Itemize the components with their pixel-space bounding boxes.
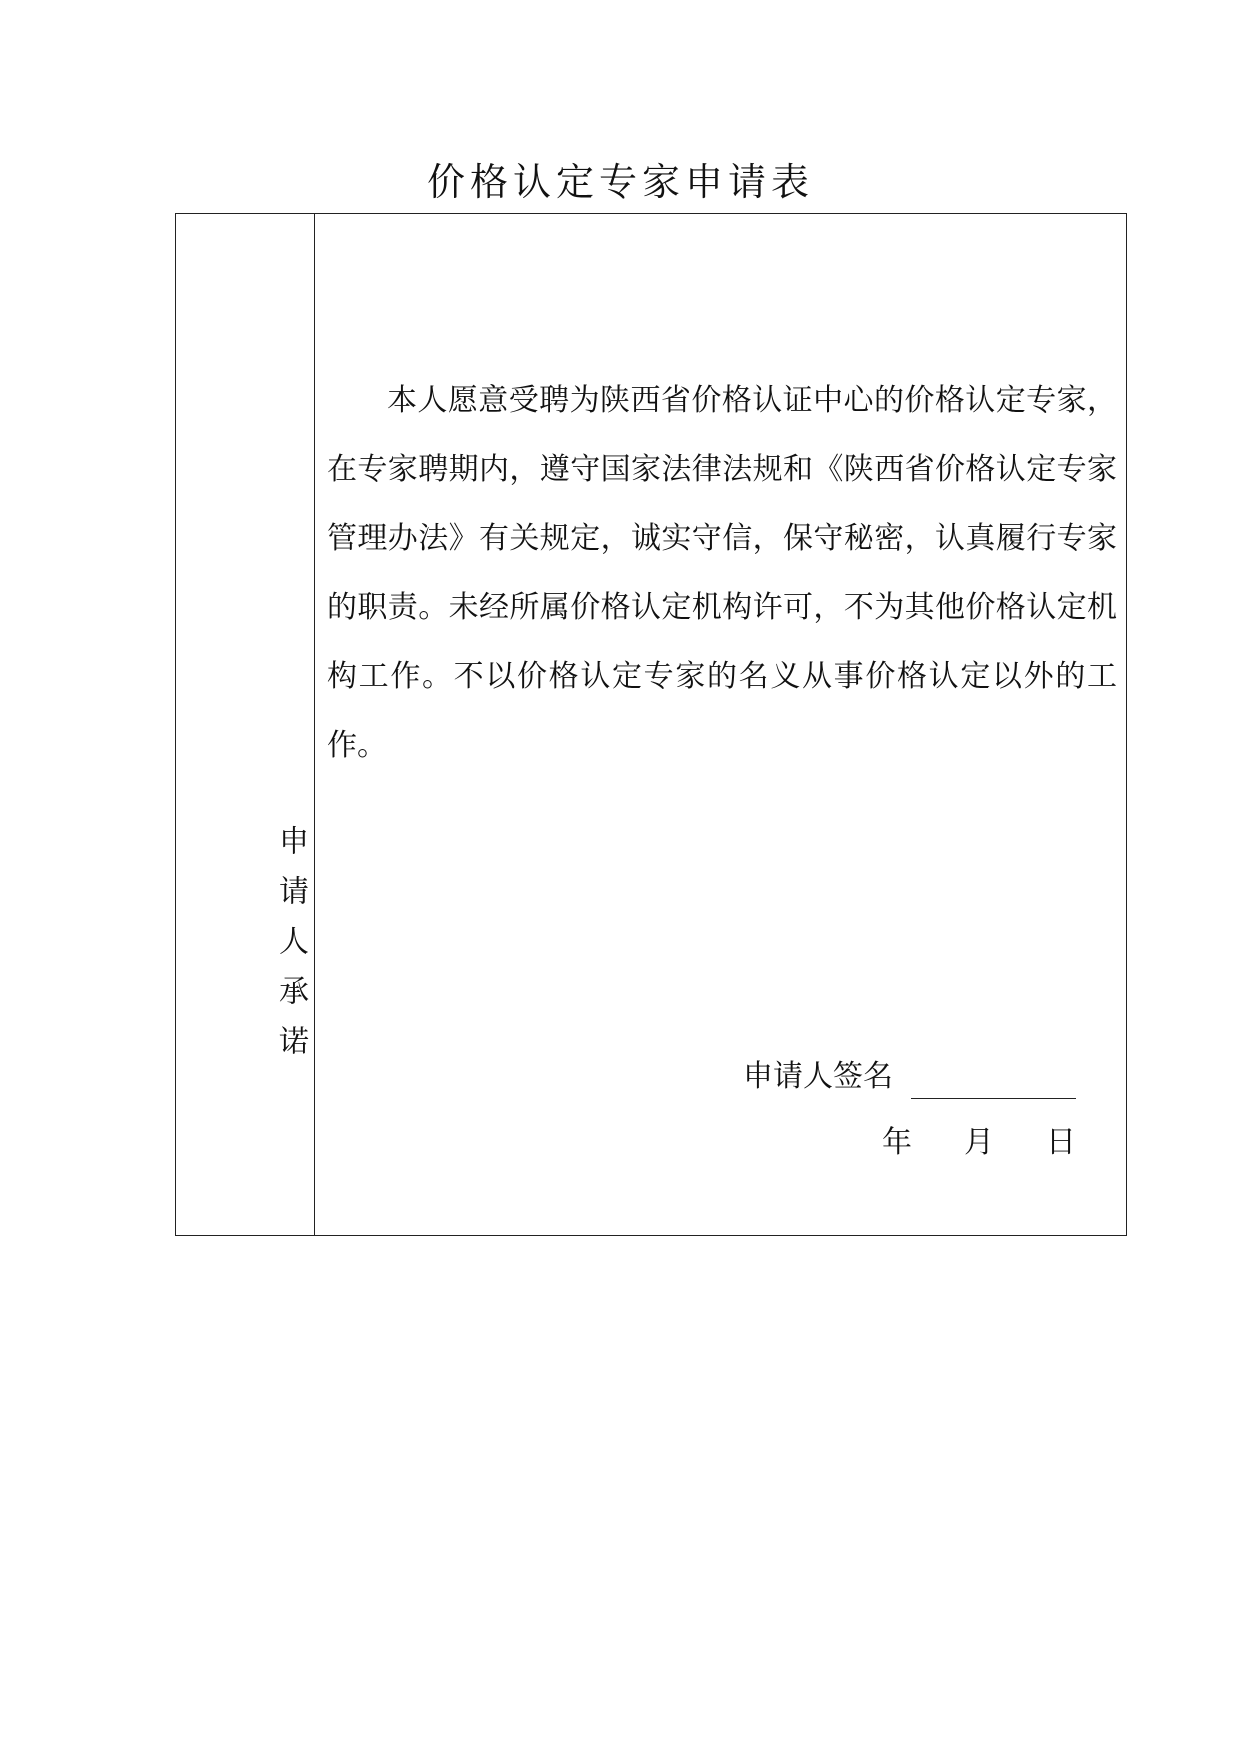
section-label-cell [176,214,315,1235]
section-label: 申请人承诺 [273,825,308,1075]
date-row [882,1121,1076,1165]
signature-label: 申请人签名 [743,1059,893,1094]
signature-row [743,1055,1076,1099]
day-label: 日 [1046,1125,1076,1160]
form-title: 价格认定专家申请表 [426,160,814,204]
year-label: 年 [882,1125,912,1160]
pledge-text: 本人愿意受聘为陕西省价格认证中心的价格认定专家，在专家聘期内，遵守国家法律法规和《陕西省价格认定专家管理办法》有关规定，诚实守信，保守秘密，认真履行专家的职责。未经所属价格认定机构许可，不为其他价格认定机构工作。不以价格认定专家的名义从事价格认定以外的工作。 [327,383,1117,763]
signature-line[interactable] [911,1068,1076,1099]
pledge-table [175,213,1127,1236]
month-label: 月 [964,1125,994,1160]
pledge-content-cell [315,214,1126,1235]
